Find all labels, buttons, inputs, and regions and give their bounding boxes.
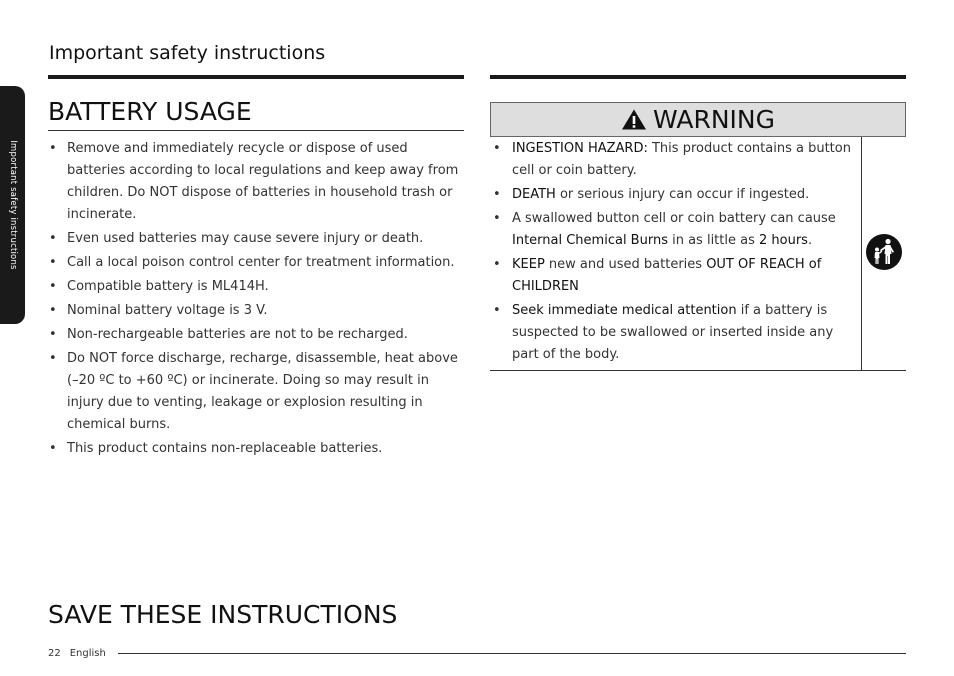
list-item [490, 254, 861, 298]
battery-usage-section [48, 96, 464, 462]
list-item [490, 300, 861, 366]
warning-bold-text: OUT OF REACH of CHILDREN [512, 257, 822, 294]
warning-title: WARNING [653, 105, 775, 134]
list-item: • Non-rechargeable batteries are not to be recharged. [48, 324, 464, 346]
header-rule-left [48, 75, 464, 79]
footer-rule [118, 653, 906, 654]
page-number: 22 [48, 647, 61, 659]
warning-bold-text: 2 hours [759, 233, 808, 248]
save-instructions-title: SAVE THESE INSTRUCTIONS [48, 600, 398, 629]
battery-usage-list [48, 138, 464, 460]
list-item [490, 138, 861, 182]
warning-text-run: in as little as [667, 233, 759, 248]
warning-bold-text: INGESTION HAZARD: [512, 141, 648, 156]
header-rule-right [490, 75, 906, 79]
battery-usage-title: BATTERY USAGE [48, 96, 464, 131]
warning-text-run: This product contains a button cell or coin battery. [512, 141, 851, 178]
side-tab [0, 86, 25, 324]
list-item [490, 184, 861, 206]
list-item: • Even used batteries may cause severe injury or death. [48, 228, 464, 250]
warning-header [490, 102, 906, 137]
side-tab-label: Important safety instructions [7, 140, 18, 270]
warning-triangle-icon [621, 108, 647, 131]
warning-pictogram [862, 137, 906, 370]
warning-text-run: . [807, 233, 813, 248]
warning-text-run: if a battery is suspected to be swallowed or inserted inside any part of the body. [512, 303, 834, 362]
warning-bold-text: DEATH [512, 187, 556, 202]
list-item: • Do NOT force discharge, recharge, disassemble, heat above (–20 ºC to +60 ºC) or incinerate. Doing so may result in injury due to venting, leakage or explosion resulting in chemical burns. [48, 348, 464, 436]
warning-list [490, 138, 861, 366]
list-item: • Compatible battery is ML414H. [48, 276, 464, 298]
keep-away-from-children-icon [865, 233, 903, 275]
list-item [490, 208, 861, 252]
warning-bold-text: KEEP [512, 257, 545, 272]
section-header: Important safety instructions [49, 42, 326, 64]
warning-box [490, 102, 906, 371]
warning-body [490, 137, 906, 371]
list-item: • Call a local poison control center for treatment information. [48, 252, 464, 274]
footer [48, 646, 906, 660]
list-item: • This product contains non-replaceable batteries. [48, 438, 464, 460]
warning-text [490, 137, 862, 370]
footer-language: English [69, 647, 106, 659]
warning-bold-text: Seek immediate medical attention [512, 303, 737, 318]
warning-text-run: new and used batteries [544, 257, 707, 272]
list-item: • Nominal battery voltage is 3 V. [48, 300, 464, 322]
warning-text-run: A swallowed button cell or coin battery can cause [512, 211, 836, 226]
list-item: • Remove and immediately recycle or dispose of used batteries according to local regulations and keep away from children. Do NOT dispose of batteries in household trash or incinerate. [48, 138, 464, 226]
warning-bold-text: Internal Chemical Burns [512, 233, 668, 248]
warning-text-run: or serious injury can occur if ingested. [555, 187, 810, 202]
